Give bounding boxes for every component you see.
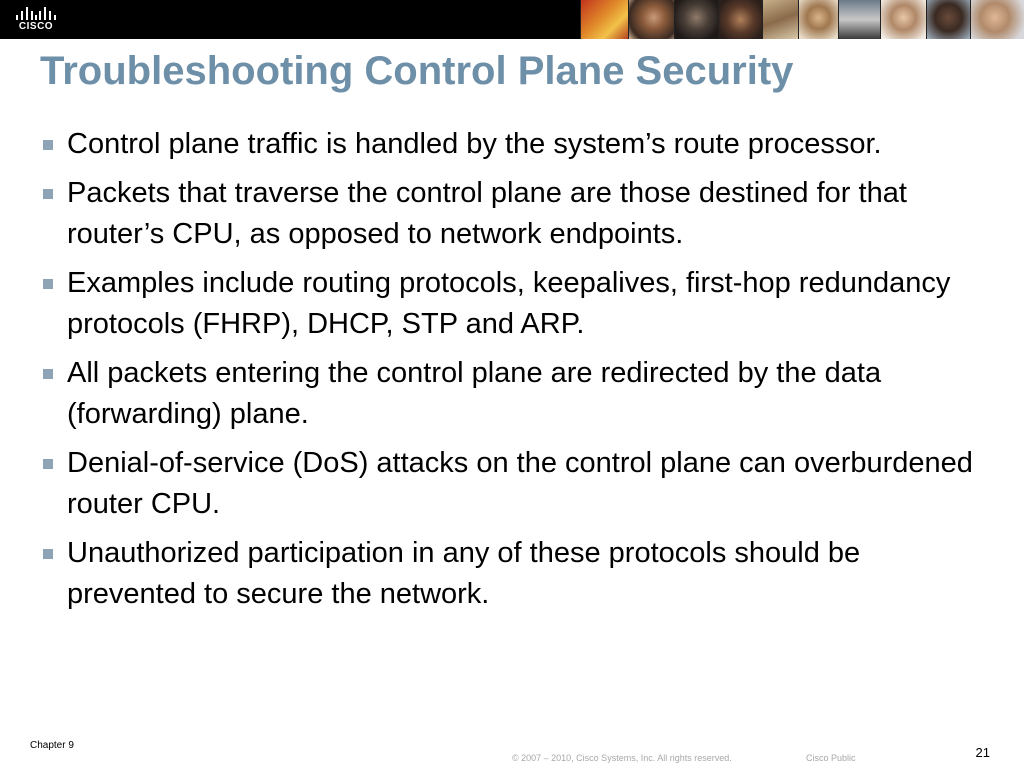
bullet-item (40, 533, 980, 615)
cisco-logo (14, 6, 58, 34)
square-bullet-icon (43, 369, 53, 379)
bullet-item (40, 173, 980, 255)
bullet-list (40, 124, 980, 623)
bullet-text: Packets that traverse the control plane are those destined for that router’s CPU, as opposed to network endpoints. (67, 177, 907, 250)
banner-photo (838, 0, 880, 39)
bullet-item (40, 353, 980, 435)
banner-photo (580, 0, 628, 39)
banner-photo (628, 0, 674, 39)
square-bullet-icon (43, 549, 53, 559)
bullet-text: Control plane traffic is handled by the system’s route processor. (67, 128, 882, 160)
bullet-text: Denial-of-service (DoS) attacks on the control plane can overburdened router CPU. (67, 447, 973, 520)
banner-photo (674, 0, 718, 39)
classification-label: Cisco Public (806, 753, 856, 763)
square-bullet-icon (43, 189, 53, 199)
banner-photo (718, 0, 762, 39)
bullet-text: Unauthorized participation in any of these protocols should be prevented to secure the network. (67, 537, 861, 610)
cisco-bridge-icon (14, 6, 58, 20)
square-bullet-icon (43, 459, 53, 469)
banner-photo (762, 0, 798, 39)
chapter-label: Chapter 9 (30, 740, 74, 751)
header-banner (0, 0, 1024, 39)
banner-photo (926, 0, 970, 39)
bullet-item (40, 443, 980, 525)
banner-photo (970, 0, 1024, 39)
bullet-item (40, 124, 980, 165)
bullet-item (40, 263, 980, 345)
photo-strip (580, 0, 1024, 39)
banner-photo (798, 0, 838, 39)
square-bullet-icon (43, 140, 53, 150)
copyright-notice: © 2007 – 2010, Cisco Systems, Inc. All rights reserved. (512, 753, 732, 763)
page-number: 21 (975, 745, 990, 760)
bullet-text: All packets entering the control plane are redirected by the data (forwarding) plane. (67, 357, 882, 430)
square-bullet-icon (43, 279, 53, 289)
cisco-wordmark: CISCO (18, 21, 54, 32)
bullet-text: Examples include routing protocols, keepalives, first-hop redundancy protocols (FHRP), DHCP, STP and ARP. (67, 267, 951, 340)
slide-title: Troubleshooting Control Plane Security (40, 49, 794, 93)
banner-photo (880, 0, 926, 39)
